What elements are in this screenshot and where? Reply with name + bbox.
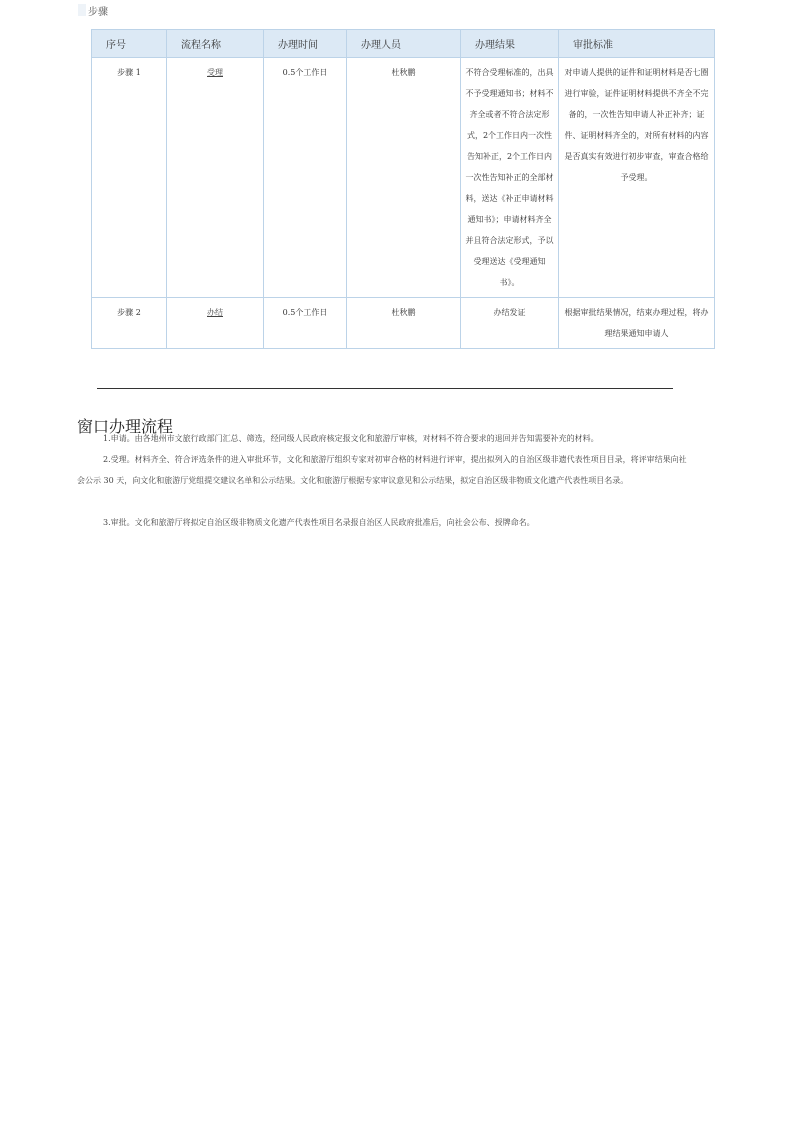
cell-standard: 对申请人提供的证件和证明材料是否七圈进行审验，证件证明材料提供不齐全不完备的，一次性告知申请人补正补齐；证件、证明材料齐全的，对所有材料的内容是否真实有效进行初步审查，审查合格给予受理。: [559, 58, 715, 298]
header-person: 办理人员: [347, 30, 461, 58]
cell-standard: 根据审批结果情况，结束办理过程，将办理结果通知申请人: [559, 298, 715, 349]
table-header-row: [92, 30, 715, 58]
section-label: [78, 3, 108, 18]
cell-seq: 步骤 1: [92, 58, 167, 298]
cell-name: [167, 298, 264, 349]
section-title: 窗口办理流程: [77, 417, 174, 436]
header-standard: 审批标准: [559, 30, 715, 58]
header-name: 流程名称: [167, 30, 264, 58]
cell-result: 不符合受理标准的，出具不予受理通知书；材料不齐全或者不符合法定形式，2个工作日内一次性告知补正，2个工作日内一次性告知补正的全部材料，送达《补正申请材料通知书》；申请材料齐全并且符合法定形式，予以受理送达《受理通知书》。: [461, 58, 559, 298]
horizontal-divider: [97, 388, 673, 389]
cell-seq: 步骤 2: [92, 298, 167, 349]
cell-person: 杜秋鹏: [347, 298, 461, 349]
label-marker: [78, 4, 86, 16]
cell-time: 0.5个工作日: [264, 58, 347, 298]
process-steps-table: [91, 29, 715, 349]
paragraph-1: 1.申请。由各地州市文旅行政部门汇总、筛选，经同级人民政府核定报文化和旅游厅审核，对材料不符合要求的退回并告知需要补充的材料。: [103, 434, 599, 443]
header-time: 办理时间: [264, 30, 347, 58]
cell-time: 0.5个工作日: [264, 298, 347, 349]
table-row: [92, 58, 715, 298]
cell-result: 办结发证: [461, 298, 559, 349]
header-seq: 序号: [92, 30, 167, 58]
step-name-link[interactable]: 受理: [207, 68, 223, 77]
step-name-link[interactable]: 办结: [207, 308, 223, 317]
table-row: [92, 298, 715, 349]
cell-name: [167, 58, 264, 298]
cell-person: 杜秋鹏: [347, 58, 461, 298]
section-label-text: 步骤: [88, 7, 108, 18]
paragraph-2: 2.受理。材料齐全、符合评选条件的进入审批环节，文化和旅游厅组织专家对初审合格的材料进行评审，提出拟列入的自治区级非遗代表性项目目录，将评审结果向社会公示 30 天，向文化和旅游厅党组提交建议名单和公示结果。文化和旅游厅根据专家审议意见和公示结果，拟定自治区级非物质文化遗产代表性项目名录。: [77, 455, 687, 485]
header-result: 办理结果: [461, 30, 559, 58]
paragraph-3: 3.审批。文化和旅游厅将拟定自治区级非物质文化遗产代表性项目名录报自治区人民政府批准后，向社会公布、授牌命名。: [103, 518, 535, 527]
